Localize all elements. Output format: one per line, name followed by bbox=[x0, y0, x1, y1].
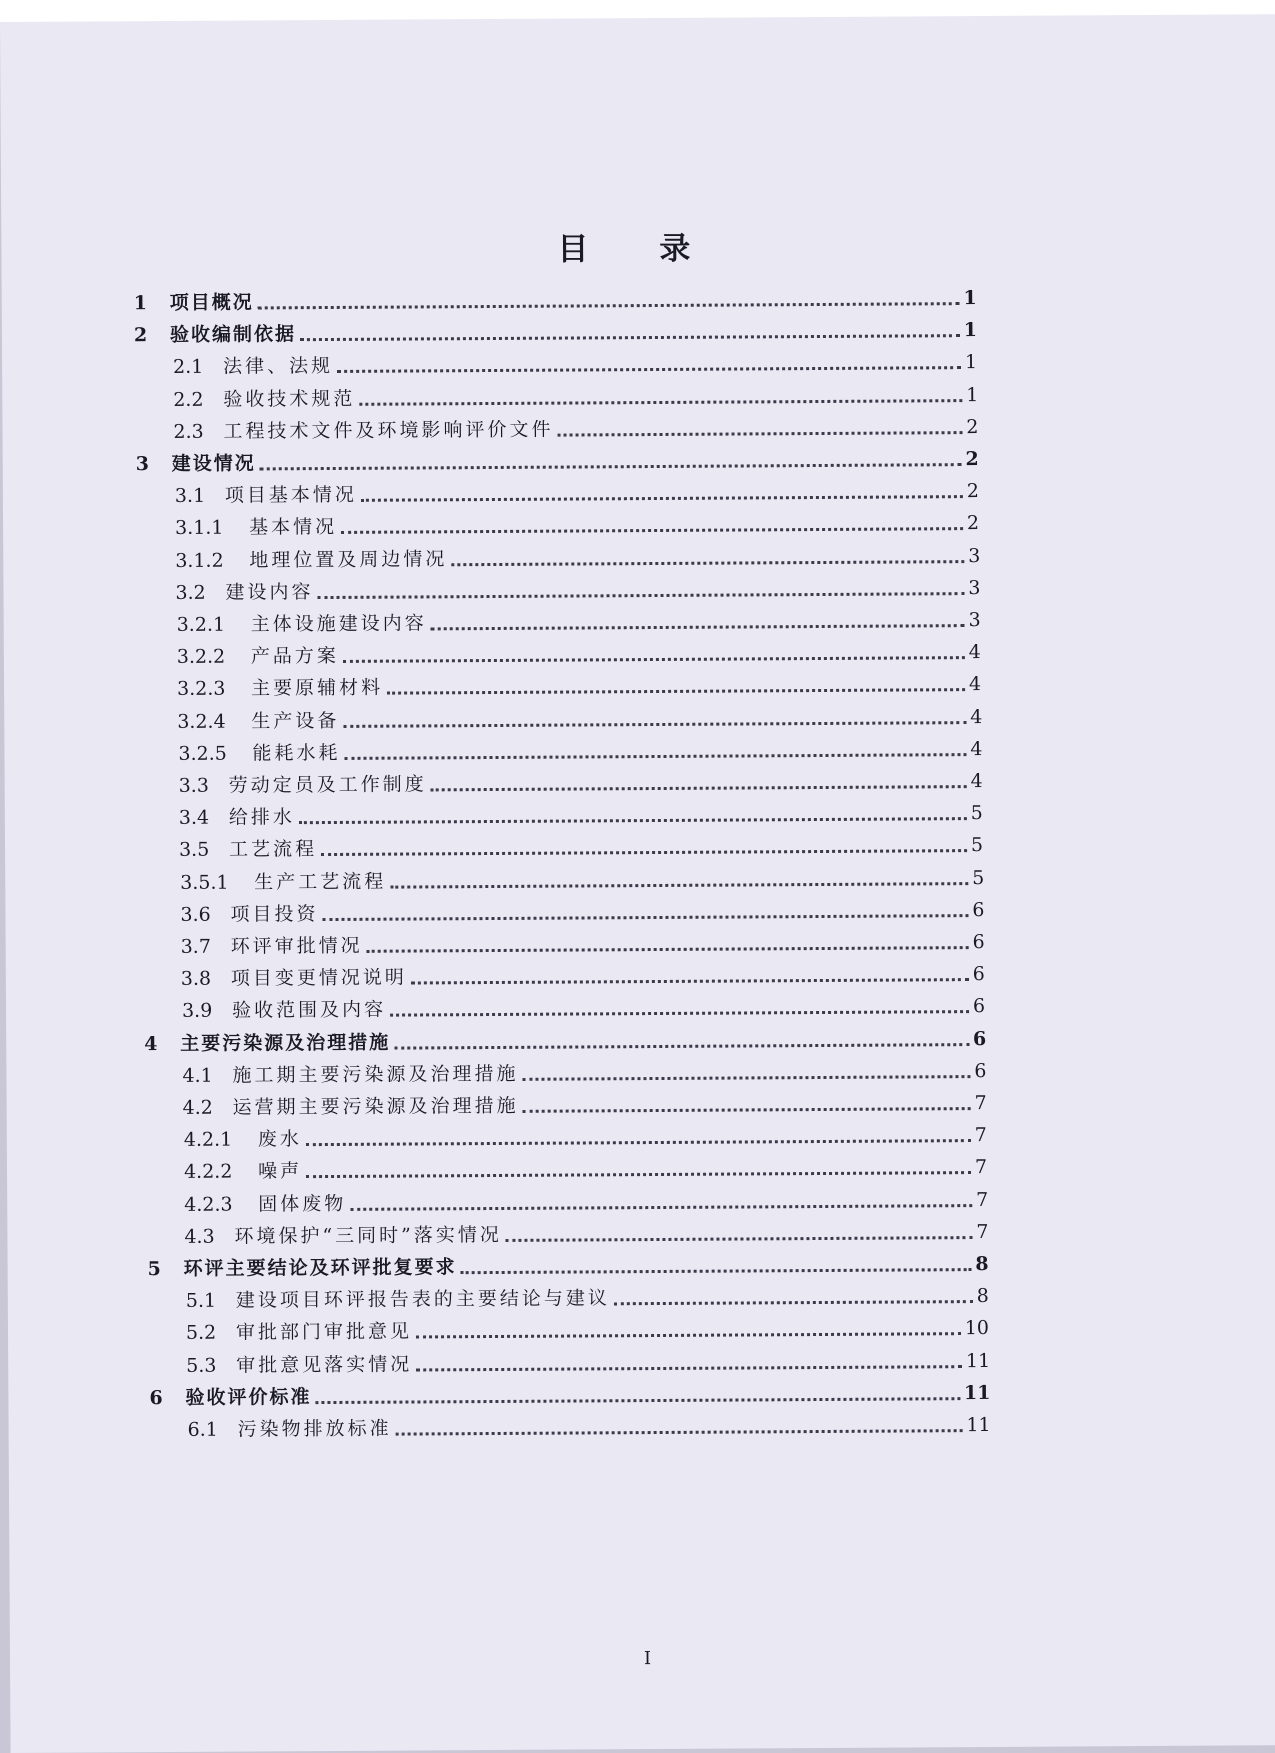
toc-entry[interactable] bbox=[144, 1019, 986, 1056]
toc-label: 运营期主要污染源及治理措施 bbox=[232, 1094, 519, 1119]
toc-entry[interactable] bbox=[136, 439, 979, 476]
toc-number: 5 bbox=[147, 1258, 161, 1281]
toc-leader-dots bbox=[461, 1267, 972, 1274]
toc-entry[interactable] bbox=[149, 1373, 990, 1410]
toc-entry[interactable] bbox=[173, 375, 978, 412]
toc-number: 5.1 bbox=[185, 1289, 217, 1313]
toc-entry[interactable] bbox=[184, 1180, 988, 1217]
toc-leader-dots bbox=[523, 1106, 971, 1113]
toc-number: 3.8 bbox=[180, 967, 212, 991]
toc-leader-dots bbox=[431, 784, 967, 791]
toc-number: 2.2 bbox=[173, 388, 204, 411]
toc-number: 3.2 bbox=[175, 581, 206, 604]
toc-label: 噪声 bbox=[257, 1160, 303, 1183]
toc-label: 劳动定员及工作制度 bbox=[228, 773, 427, 797]
toc-entry[interactable] bbox=[173, 342, 977, 379]
toc-page-number: 4 bbox=[968, 673, 982, 696]
toc-label: 生产工艺流程 bbox=[254, 870, 387, 894]
toc-leader-dots bbox=[416, 1332, 961, 1339]
toc-entry[interactable] bbox=[186, 1276, 989, 1313]
toc-entry[interactable] bbox=[177, 632, 981, 669]
toc-entry[interactable] bbox=[177, 664, 981, 701]
toc-label: 项目投资 bbox=[230, 902, 319, 926]
page-title: 目 录 bbox=[557, 230, 721, 268]
toc-entry[interactable] bbox=[177, 697, 982, 734]
toc-page-number: 3 bbox=[968, 544, 981, 567]
toc-number: 3.2.3 bbox=[177, 678, 226, 701]
toc-label: 产品方案 bbox=[250, 645, 339, 668]
toc-page-number: 3 bbox=[968, 576, 981, 599]
toc-leader-dots bbox=[337, 366, 961, 374]
toc-label: 建设项目环评报告表的主要结论与建议 bbox=[235, 1287, 610, 1312]
toc-page-number: 4 bbox=[970, 770, 983, 793]
toc-page-number: 8 bbox=[975, 1252, 989, 1276]
toc-leader-dots bbox=[390, 881, 968, 889]
toc-label: 给排水 bbox=[228, 806, 295, 829]
toc-label: 验收编制依据 bbox=[169, 323, 296, 347]
toc-entry[interactable] bbox=[134, 310, 977, 347]
toc-number: 5.2 bbox=[185, 1322, 217, 1345]
toc-leader-dots bbox=[321, 848, 967, 856]
page-number: I bbox=[643, 1648, 652, 1670]
toc-entry[interactable] bbox=[182, 986, 985, 1023]
toc-leader-dots bbox=[258, 301, 960, 309]
toc-number: 4.1 bbox=[182, 1064, 213, 1087]
toc-label: 验收范围及内容 bbox=[231, 999, 387, 1022]
toc-entry[interactable] bbox=[184, 1212, 988, 1249]
toc-entry[interactable] bbox=[175, 568, 980, 605]
toc-number: 3.4 bbox=[178, 806, 210, 830]
toc-number: 3.1.1 bbox=[175, 517, 224, 540]
toc-page-number: 5 bbox=[972, 866, 985, 889]
toc-entry[interactable] bbox=[175, 536, 980, 573]
toc-page-number: 2 bbox=[966, 415, 979, 438]
toc-leader-dots bbox=[431, 623, 965, 630]
toc-page-number: 5 bbox=[970, 834, 984, 857]
toc-page-number: 2 bbox=[966, 480, 979, 503]
toc-number: 1 bbox=[133, 292, 148, 315]
toc-leader-dots bbox=[390, 1009, 969, 1017]
toc-leader-dots bbox=[614, 1299, 973, 1305]
toc-entry[interactable] bbox=[180, 890, 984, 927]
toc-number: 3.2.4 bbox=[177, 710, 226, 733]
toc-number: 3.2.2 bbox=[176, 645, 226, 669]
toc-label: 工程技术文件及环境影响评价文件 bbox=[223, 418, 554, 443]
toc-entry[interactable] bbox=[179, 793, 983, 830]
toc-label: 环评主要结论及环评批复要求 bbox=[183, 1256, 457, 1280]
toc-page-number: 11 bbox=[963, 1381, 991, 1404]
toc-page-number: 10 bbox=[964, 1317, 990, 1340]
toc-number: 4.2.3 bbox=[184, 1193, 233, 1216]
toc-leader-dots bbox=[506, 1235, 972, 1242]
toc-label: 固体废物 bbox=[258, 1192, 347, 1216]
toc-leader-dots bbox=[361, 494, 963, 502]
toc-label: 验收技术规范 bbox=[223, 387, 356, 411]
toc-page-number: 6 bbox=[974, 1059, 987, 1082]
toc-leader-dots bbox=[343, 720, 966, 728]
toc-label: 主体设施建设内容 bbox=[250, 612, 427, 636]
toc-label: 项目变更情况说明 bbox=[230, 966, 407, 990]
toc-leader-dots bbox=[522, 1074, 970, 1081]
toc-entry[interactable] bbox=[186, 1308, 989, 1345]
toc-label: 生产设备 bbox=[251, 709, 340, 733]
toc-label: 能耗水耗 bbox=[252, 741, 341, 765]
toc-label: 环评审批情况 bbox=[230, 934, 363, 958]
toc-number: 4 bbox=[144, 1032, 158, 1055]
toc-number: 4.3 bbox=[184, 1225, 215, 1248]
toc-number: 4.2 bbox=[182, 1096, 213, 1119]
toc-leader-dots bbox=[387, 688, 965, 696]
toc-label: 法律、法规 bbox=[223, 355, 334, 379]
toc-number: 3.6 bbox=[180, 903, 211, 926]
toc-entry[interactable] bbox=[186, 1341, 990, 1378]
toc-number: 3.2.1 bbox=[176, 613, 226, 636]
toc-number: 6 bbox=[149, 1386, 163, 1409]
toc-page-number: 6 bbox=[972, 931, 985, 954]
toc-number: 3.2.5 bbox=[178, 742, 227, 765]
toc-number: 3.1.2 bbox=[175, 549, 224, 572]
toc-entry[interactable] bbox=[184, 1115, 987, 1152]
toc-entry[interactable] bbox=[179, 761, 983, 798]
toc-number: 3 bbox=[135, 453, 150, 476]
toc-page-number: 4 bbox=[970, 737, 983, 760]
toc-page-number: 3 bbox=[968, 609, 981, 632]
toc-number: 3.3 bbox=[178, 774, 209, 797]
toc-number: 3.7 bbox=[180, 935, 211, 958]
toc-leader-dots bbox=[315, 1396, 960, 1404]
toc-page-number: 7 bbox=[976, 1188, 989, 1211]
table-of-contents bbox=[2, 276, 1275, 1441]
toc-page-number: 2 bbox=[965, 448, 979, 471]
toc-page-number: 2 bbox=[966, 512, 980, 535]
toc-page-number: 6 bbox=[972, 1027, 987, 1050]
toc-page-number: 1 bbox=[964, 351, 978, 374]
toc-label: 地理位置及周边情况 bbox=[249, 547, 448, 572]
toc-page-number: 6 bbox=[972, 963, 985, 986]
toc-page-number: 11 bbox=[965, 1349, 991, 1372]
toc-page-number: 7 bbox=[974, 1091, 987, 1115]
toc-page-number: 7 bbox=[974, 1124, 987, 1147]
toc-leader-dots bbox=[359, 398, 962, 406]
toc-page-number: 5 bbox=[970, 802, 983, 825]
toc-leader-dots bbox=[394, 1042, 969, 1050]
toc-number: 3.5.1 bbox=[180, 871, 229, 894]
toc-label: 主要原辅材料 bbox=[251, 677, 384, 700]
toc-entry[interactable] bbox=[178, 729, 982, 766]
toc-leader-dots bbox=[300, 333, 960, 341]
toc-entry[interactable] bbox=[181, 922, 985, 959]
toc-entry[interactable] bbox=[175, 503, 979, 540]
toc-label: 验收评价标准 bbox=[185, 1385, 312, 1409]
toc-leader-dots bbox=[451, 559, 964, 566]
toc-page-number: 4 bbox=[970, 705, 983, 728]
toc-entry[interactable] bbox=[181, 954, 985, 991]
toc-entry[interactable] bbox=[173, 407, 978, 444]
toc-leader-dots bbox=[396, 1428, 963, 1435]
toc-page-number: 4 bbox=[968, 641, 981, 664]
toc-entry[interactable] bbox=[184, 1147, 987, 1184]
toc-number: 6.1 bbox=[187, 1418, 218, 1441]
toc-page-number: 11 bbox=[966, 1413, 991, 1437]
toc-entry[interactable] bbox=[179, 825, 983, 862]
toc-label: 环境保护“三同时”落实情况 bbox=[234, 1223, 502, 1248]
toc-leader-dots bbox=[306, 1138, 971, 1146]
toc-entry[interactable] bbox=[187, 1405, 990, 1442]
toc-label: 施工期主要污染源及治理措施 bbox=[232, 1062, 519, 1087]
toc-number: 2.1 bbox=[173, 356, 204, 379]
toc-leader-dots bbox=[558, 430, 963, 436]
toc-entry[interactable] bbox=[134, 278, 977, 315]
toc-leader-dots bbox=[345, 752, 967, 760]
toc-label: 基本情况 bbox=[249, 516, 338, 539]
toc-leader-dots bbox=[306, 1170, 971, 1178]
toc-leader-dots bbox=[341, 527, 963, 535]
toc-label: 项目基本情况 bbox=[224, 484, 357, 507]
toc-label: 建设情况 bbox=[171, 452, 256, 475]
document-page bbox=[0, 14, 1275, 1753]
toc-number: 4.2.2 bbox=[183, 1160, 233, 1184]
toc-leader-dots bbox=[260, 462, 962, 470]
toc-label: 审批意见落实情况 bbox=[236, 1353, 413, 1377]
toc-leader-dots bbox=[416, 1364, 962, 1371]
toc-label: 污染物排放标准 bbox=[237, 1417, 392, 1441]
toc-entry[interactable] bbox=[183, 1083, 987, 1120]
toc-number: 5.3 bbox=[186, 1354, 217, 1377]
toc-leader-dots bbox=[343, 655, 965, 663]
toc-label: 主要污染源及治理措施 bbox=[180, 1031, 391, 1055]
toc-leader-dots bbox=[318, 591, 965, 599]
toc-number: 3.5 bbox=[178, 839, 210, 862]
toc-entry[interactable] bbox=[175, 471, 979, 508]
toc-leader-dots bbox=[322, 913, 968, 921]
toc-number: 4.2.1 bbox=[183, 1128, 233, 1152]
toc-page-number: 7 bbox=[974, 1156, 988, 1179]
toc-leader-dots bbox=[411, 977, 969, 984]
toc-number: 2 bbox=[133, 324, 148, 347]
toc-label: 审批部门审批意见 bbox=[235, 1320, 413, 1344]
toc-leader-dots bbox=[350, 1203, 972, 1211]
toc-page-number: 6 bbox=[972, 898, 985, 921]
toc-page-number: 1 bbox=[963, 319, 977, 342]
toc-entry[interactable] bbox=[177, 600, 981, 637]
toc-leader-dots bbox=[299, 816, 967, 824]
toc-label: 项目概况 bbox=[169, 291, 254, 314]
toc-label: 建设内容 bbox=[225, 580, 314, 604]
toc-number: 2.3 bbox=[173, 420, 204, 443]
toc-page-number: 6 bbox=[972, 995, 986, 1018]
toc-label: 废水 bbox=[257, 1128, 302, 1151]
toc-number: 3.9 bbox=[181, 1000, 213, 1023]
toc-entry[interactable] bbox=[180, 858, 984, 895]
toc-page-number: 1 bbox=[963, 287, 977, 310]
toc-leader-dots bbox=[367, 945, 969, 953]
toc-entry[interactable] bbox=[147, 1244, 988, 1281]
toc-label: 工艺流程 bbox=[228, 838, 318, 862]
toc-page-number: 7 bbox=[976, 1220, 989, 1243]
toc-number: 3.1 bbox=[174, 484, 206, 508]
toc-page-number: 1 bbox=[966, 383, 979, 406]
toc-entry[interactable] bbox=[182, 1051, 986, 1088]
toc-page-number: 8 bbox=[976, 1285, 989, 1308]
